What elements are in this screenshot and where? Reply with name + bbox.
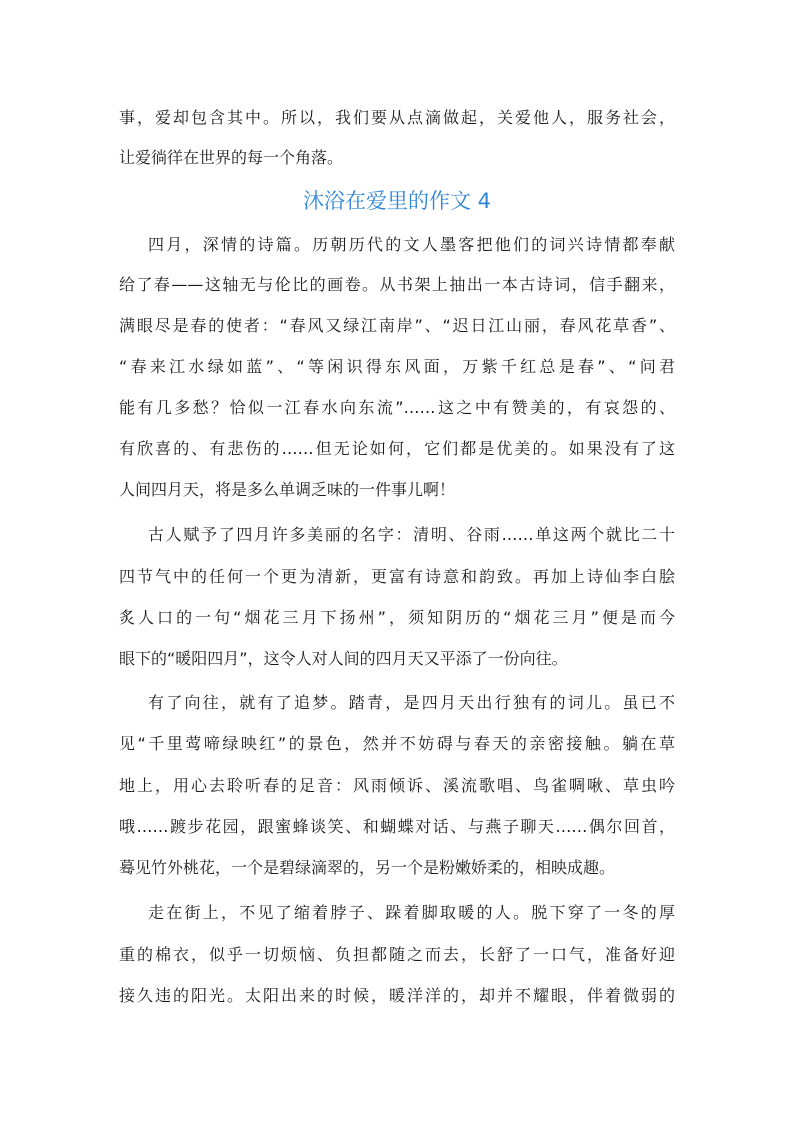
paragraph-1-line-6: 有欣喜的、有悲伤的……但无论如何，它们都是优美的。如果没有了这: [119, 439, 675, 458]
paragraph-3-line-1: 有了向往，就有了追梦。踏青，是四月天出行独有的词儿。虽已不: [148, 693, 675, 712]
paragraph-4-line-2: 重的棉衣，似乎一切烦恼、负担都随之而去，长舒了一口气，准备好迎: [119, 945, 675, 964]
paragraph-1-line-5: 能有几多愁？恰似一江春水向东流”……这之中有赞美的，有哀怨的、: [119, 398, 675, 417]
paragraph-3-line-4: 哦……踱步花园，跟蜜蜂谈笑、和蝴蝶对话、与燕子聊天……偶尔回首，: [119, 817, 675, 836]
paragraph-2-line-2: 四节气中的任何一个更为清新，更富有诗意和韵致。再加上诗仙李白脍: [119, 567, 675, 586]
paragraph-1-line-1: 四月，深情的诗篇。历朝历代的文人墨客把他们的词兴诗情都奉献: [148, 235, 675, 254]
paragraph-3-line-2: 见“千里莺啼绿映红”的景色，然并不妨碍与春天的亲密接触。躺在草: [119, 734, 675, 753]
paragraph-1-line-7: 人间四月天，将是多么单调乏味的一件事儿啊！: [119, 480, 456, 499]
paragraph-1-line-3: 满眼尽是春的使者：“春风又绿江南岸”、“迟日江山丽，春风花草香”、: [119, 316, 675, 335]
intro-line-2: 让爱徜徉在世界的每一个角落。: [119, 148, 344, 167]
paragraph-3-line-3: 地上，用心去聆听春的足音：风雨倾诉、溪流歌唱、鸟雀啁啾、草虫吟: [119, 776, 675, 795]
paragraph-4-line-1: 走在街上，不见了缩着脖子、跺着脚取暖的人。脱下穿了一冬的厚: [148, 903, 675, 922]
paragraph-2-line-1: 古人赋予了四月许多美丽的名字：清明、谷雨……单这两个就比二十: [148, 525, 675, 544]
paragraph-4-line-3: 接久违的阳光。太阳出来的时候，暖洋洋的，却并不耀眼，伴着微弱的: [119, 986, 675, 1005]
intro-line-1: 事，爱却包含其中。所以，我们要从点滴做起，关爱他人，服务社会，: [119, 108, 675, 127]
paragraph-1-line-2: 给了春——这轴无与伦比的画卷。从书架上抽出一本古诗词，信手翻来，: [119, 275, 675, 294]
section-title: 沐浴在爱里的作文 4: [302, 189, 492, 213]
paragraph-2-line-3: 炙人口的一句“烟花三月下扬州”，须知阴历的“烟花三月”便是而今: [119, 608, 675, 627]
paragraph-3-line-5: 蓦见竹外桃花，一个是碧绿滴翠的，另一个是粉嫩娇柔的，相映成趣。: [119, 858, 616, 877]
paragraph-1-line-4: “春来江水绿如蓝”、“等闲识得东风面，万紫千红总是春”、“问君: [119, 357, 675, 376]
paragraph-2-line-4: 眼下的“暖阳四月”，这令人对人间的四月天又平添了一份向往。: [119, 649, 568, 668]
